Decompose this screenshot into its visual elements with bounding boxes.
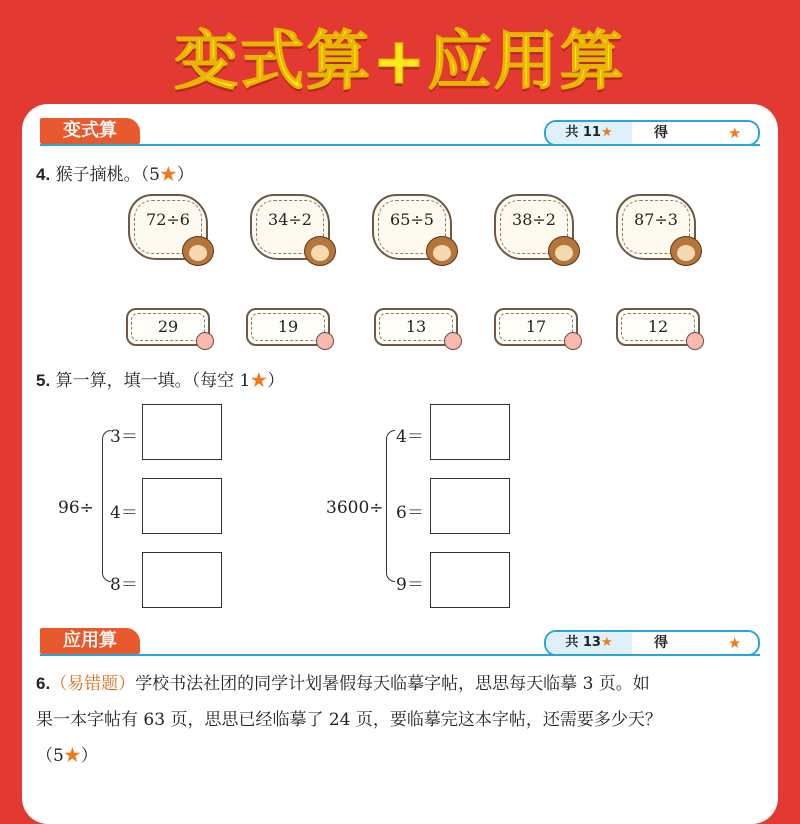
question-text: 算一算，填一填。（每空 1 bbox=[55, 371, 251, 391]
total-label: 共 13 bbox=[565, 635, 601, 650]
divisor-label: 4＝ bbox=[110, 503, 138, 523]
question-number: 5. bbox=[36, 371, 51, 390]
peach-plate[interactable] bbox=[126, 308, 210, 346]
peach-icon bbox=[316, 332, 334, 350]
section-tab: 变式算 bbox=[40, 118, 140, 144]
question-close: ） bbox=[80, 746, 98, 766]
got-label: 得 bbox=[654, 635, 668, 651]
question-close: ） bbox=[267, 371, 285, 391]
division-expression: 72÷6 bbox=[146, 210, 190, 229]
division-expression: 65÷5 bbox=[390, 210, 434, 229]
got-label: 得 bbox=[654, 125, 668, 141]
question-text: 猴子摘桃。（5 bbox=[55, 165, 160, 185]
brace bbox=[386, 430, 395, 582]
section-header-applied bbox=[40, 628, 760, 656]
dividend-label: 96÷ bbox=[58, 498, 94, 518]
total-score bbox=[546, 122, 632, 144]
peach-plate[interactable] bbox=[374, 308, 458, 346]
question-score: （5 bbox=[36, 746, 64, 766]
question-number: 4. bbox=[36, 165, 51, 184]
question-5 bbox=[36, 366, 284, 391]
answer-box[interactable] bbox=[430, 404, 510, 460]
question-line-1: 学校书法社团的同学计划暑假每天临摹字帖，思思每天临摹 3 页。如 bbox=[135, 674, 650, 694]
star-icon: ★ bbox=[600, 635, 613, 650]
monkey-cloud bbox=[372, 194, 452, 260]
peach-plate[interactable] bbox=[494, 308, 578, 346]
peach-icon bbox=[686, 332, 704, 350]
answer-box[interactable] bbox=[142, 552, 222, 608]
monkey-icon bbox=[670, 236, 702, 266]
dividend-label: 3600÷ bbox=[326, 498, 384, 518]
question-line-2: 果一本字帖有 63 页，思思已经临摹了 24 页，要临摹完这本字帖，还需要多少天？ bbox=[36, 710, 662, 730]
division-expression: 34÷2 bbox=[268, 210, 312, 229]
peach-icon bbox=[444, 332, 462, 350]
division-expression: 38÷2 bbox=[512, 210, 556, 229]
question-4 bbox=[36, 160, 194, 185]
peach-plate[interactable] bbox=[246, 308, 330, 346]
divisor-label: 8＝ bbox=[110, 575, 138, 595]
star-icon: ★ bbox=[63, 746, 81, 766]
monkey-cloud bbox=[494, 194, 574, 260]
banner-title: 变式算+应用算 bbox=[174, 25, 626, 99]
answer-box[interactable] bbox=[430, 478, 510, 534]
answer-box[interactable] bbox=[142, 478, 222, 534]
banner bbox=[0, 0, 800, 100]
peach-icon bbox=[196, 332, 214, 350]
star-icon: ★ bbox=[728, 634, 742, 652]
monkey-icon bbox=[426, 236, 458, 266]
divisor-label: 4＝ bbox=[396, 427, 424, 447]
divisor-label: 6＝ bbox=[396, 503, 424, 523]
monkey-icon bbox=[548, 236, 580, 266]
division-expression: 87÷3 bbox=[634, 210, 678, 229]
answer-value: 29 bbox=[157, 317, 179, 336]
monkey-icon bbox=[182, 236, 214, 266]
peach-plate[interactable] bbox=[616, 308, 700, 346]
answer-value: 13 bbox=[405, 317, 427, 336]
question-6 bbox=[36, 666, 756, 774]
star-icon: ★ bbox=[250, 371, 268, 391]
star-icon: ★ bbox=[159, 165, 177, 185]
monkey-cloud bbox=[616, 194, 696, 260]
section-header-variant bbox=[40, 118, 760, 146]
answer-value: 17 bbox=[525, 317, 547, 336]
question-tag: （易错题） bbox=[50, 674, 136, 694]
score-box bbox=[544, 630, 760, 656]
monkey-icon bbox=[304, 236, 336, 266]
answer-box[interactable] bbox=[142, 404, 222, 460]
score-box bbox=[544, 120, 760, 146]
answer-value: 19 bbox=[277, 317, 299, 336]
divisor-label: 3＝ bbox=[110, 427, 138, 447]
section-tab: 应用算 bbox=[40, 628, 140, 654]
star-icon: ★ bbox=[600, 125, 613, 140]
answer-box[interactable] bbox=[430, 552, 510, 608]
total-score bbox=[546, 632, 632, 654]
question-number: 6. bbox=[36, 674, 51, 693]
question-close: ） bbox=[176, 165, 194, 185]
worksheet bbox=[22, 104, 778, 824]
answer-value: 12 bbox=[647, 317, 669, 336]
peach-icon bbox=[564, 332, 582, 350]
monkey-cloud bbox=[250, 194, 330, 260]
total-label: 共 11 bbox=[565, 125, 601, 140]
divisor-label: 9＝ bbox=[396, 575, 424, 595]
star-icon: ★ bbox=[728, 124, 742, 142]
monkey-cloud bbox=[128, 194, 208, 260]
